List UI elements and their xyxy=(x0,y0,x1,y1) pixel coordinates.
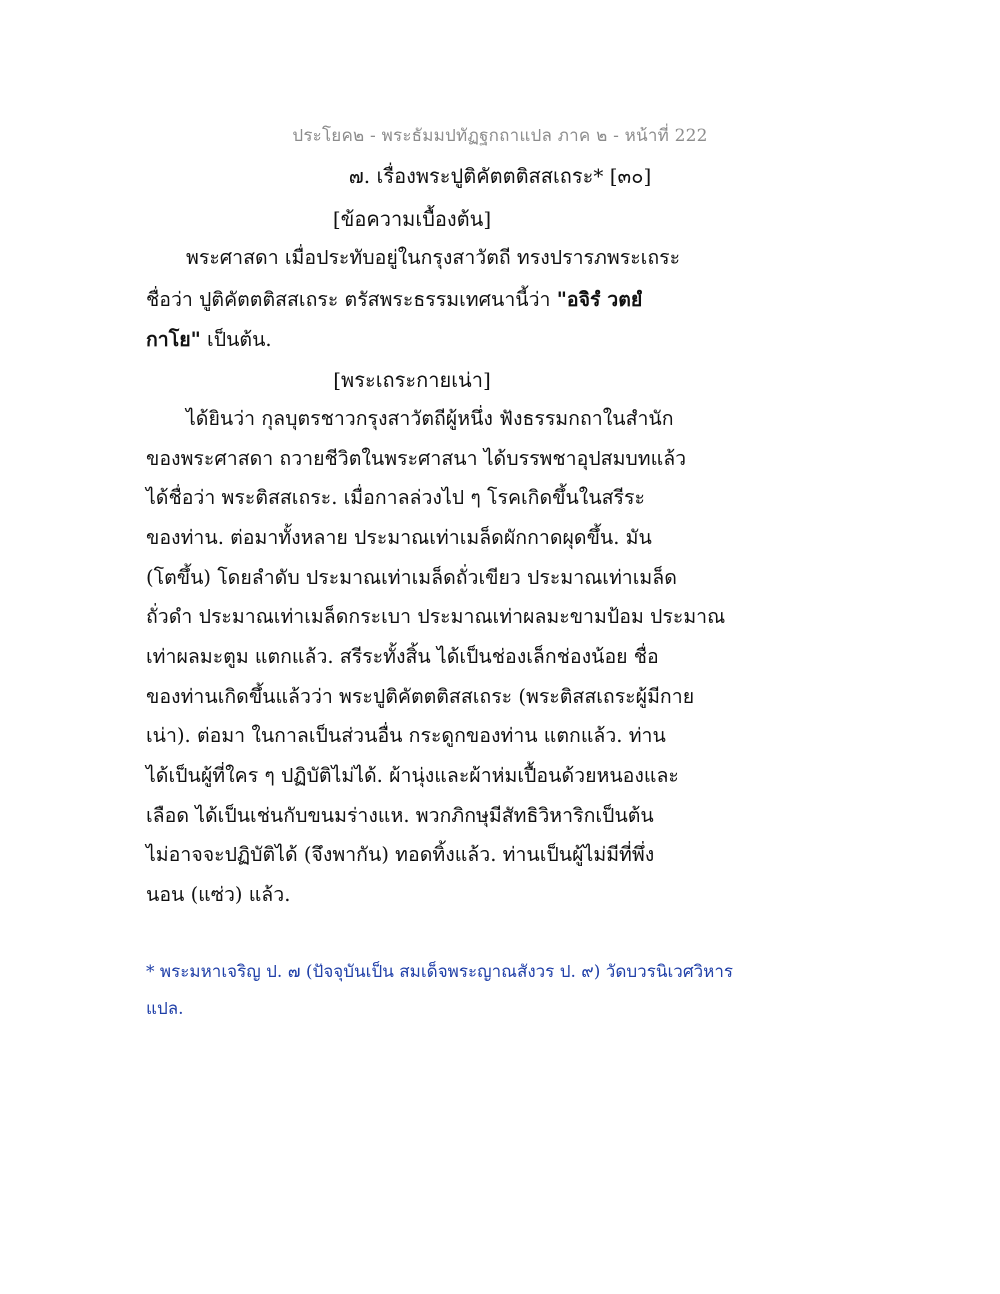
section-heading-body: [พระเถระกายเน่า] xyxy=(333,368,491,392)
page-header: ประโยค๒ - พระธัมมปทัฏฐกถาแปล ภาค ๒ - หน้าที่ 222 xyxy=(292,126,708,146)
text-run: เป็นต้น. xyxy=(200,328,272,351)
paragraph-line: ไม่อาจจะปฏิบัติได้ (จึงพากัน) ทอดทิ้งแล้ว. ท่านเป็นผู้ไม่มีที่พึ่ง xyxy=(146,843,655,866)
paragraph-line xyxy=(146,324,272,355)
paragraph-line: (โตขึ้น) โดยลำดับ ประมาณเท่าเมล็ดถั่วเขียว ประมาณเท่าเมล็ด xyxy=(146,566,677,589)
paragraph-line: เลือด ได้เป็นเช่นกับขนมร่างแห. พวกภิกษุมีสัทธิวิหาริกเป็นต้น xyxy=(146,804,654,827)
paragraph-line: นอน (แซ่ว) แล้ว. xyxy=(146,883,291,906)
text-run: ชื่อว่า ปูติคัตตติสสเถระ ตรัสพระธรรมเทศนานี้ว่า xyxy=(146,288,557,311)
paragraph-line: ของท่าน. ต่อมาทั้งหลาย ประมาณเท่าเมล็ดผักกาดผุดขึ้น. มัน xyxy=(146,526,652,549)
footnote-line: แปล. xyxy=(146,999,184,1019)
paragraph-line: เท่าผลมะตูม แตกแล้ว. สรีระทั้งสิ้น ได้เป็นช่องเล็กช่องน้อย ชื่อ xyxy=(146,645,659,668)
paragraph-line: ได้เป็นผู้ที่ใคร ๆ ปฏิบัติไม่ได้. ผ้านุ่งและผ้าห่มเปื้อนด้วยหนองและ xyxy=(146,764,679,787)
paragraph-line: ของท่านเกิดขึ้นแล้วว่า พระปูติคัตตติสสเถระ (พระติสสเถระผู้มีกาย xyxy=(146,685,695,708)
paragraph-line: ของพระศาสดา ถวายชีวิตในพระศาสนา ได้บรรพชาอุปสมบทแล้ว xyxy=(146,447,687,470)
paragraph-line: ได้ชื่อว่า พระติสสเถระ. เมื่อกาลล่วงไป ๆ โรคเกิดขึ้นในสรีระ xyxy=(146,486,645,509)
story-title: ๗. เรื่องพระปูติคัตตติสสเถระ* [๓๐] xyxy=(348,164,652,188)
pali-quote: "อจิรํ วตยํ xyxy=(556,288,643,311)
paragraph-line: ได้ยินว่า กุลบุตรชาวกรุงสาวัตถีผู้หนึ่ง ฟังธรรมกถาในสำนัก xyxy=(186,407,674,430)
section-heading-intro: [ข้อความเบื้องต้น] xyxy=(332,207,492,231)
pali-quote-end: กาโย" xyxy=(146,328,201,351)
paragraph-line xyxy=(146,284,642,315)
paragraph-line: ถั่วดำ ประมาณเท่าเมล็ดกระเบา ประมาณเท่าผลมะขามป้อม ประมาณ xyxy=(146,605,726,628)
paragraph-line: พระศาสดา เมื่อประทับอยู่ในกรุงสาวัตถี ทรงปรารภพระเถระ xyxy=(186,246,681,269)
footnote-line: * พระมหาเจริญ ป. ๗ (ปัจจุบันเป็น สมเด็จพระญาณสังวร ป. ๙) วัดบวรนิเวศวิหาร xyxy=(146,962,734,982)
paragraph-line: เน่า). ต่อมา ในกาลเป็นส่วนอื่น กระดูกของท่าน แตกแล้ว. ท่าน xyxy=(146,724,666,747)
